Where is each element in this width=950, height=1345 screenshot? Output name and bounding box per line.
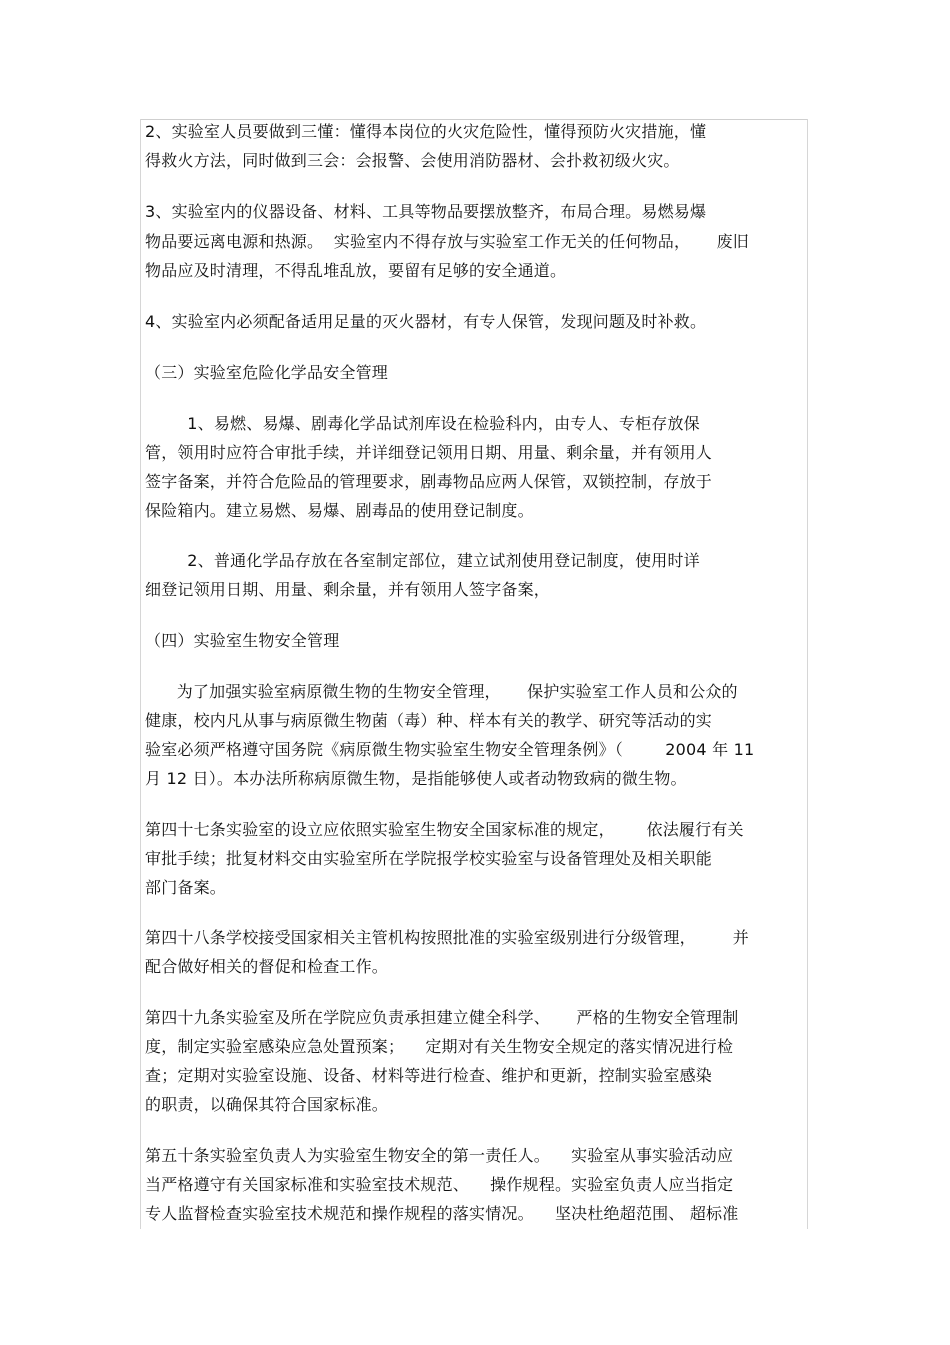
text-line: 度，制定实验室感染应急处置预案； 定期对有关生物安全规定的落实情况进行检 xyxy=(145,1037,734,1056)
text-line: 查；定期对实验室设施、设备、材料等进行检查、维护和更新，控制实验室感染 xyxy=(145,1066,713,1085)
frame-left-border xyxy=(140,119,141,1229)
text-line: 第四十九条实验室及所在学院应负责承担建立健全科学、 严格的生物安全管理制 xyxy=(145,1008,739,1027)
text-line: 配合做好相关的督促和检查工作。 xyxy=(145,957,389,976)
frame-top-border xyxy=(140,119,808,120)
text-line: 保险箱内。建立易燃、易爆、剧毒品的使用登记制度。 xyxy=(145,501,534,520)
text-line: 第四十七条实验室的设立应依照实验室生物安全国家标准的规定， 依法履行有关 xyxy=(145,820,744,839)
text-line: 1、易燃、易爆、剧毒化学品试剂库设在检验科内，由专人、专柜存放保 xyxy=(145,414,700,433)
text-line: 为了加强实验室病原微生物的生物安全管理， 保护实验室工作人员和公众的 xyxy=(145,682,738,701)
section-heading: （四）实验室生物安全管理 xyxy=(145,631,340,650)
text-line: 月 12 日）。本办法所称病原微生物，是指能够使人或者动物致病的微生物。 xyxy=(145,769,687,788)
text-line: 验室必须严格遵守国务院《病原微生物实验室生物安全管理条例》（ 2004 年 11 xyxy=(145,740,755,759)
text-line: 细登记领用日期、用量、剩余量，并有领用人签字备案， xyxy=(145,580,551,599)
text-line: 第四十八条学校接受国家相关主管机构按照批准的实验室级别进行分级管理， 并 xyxy=(145,928,750,947)
text-line: 2、实验室人员要做到三懂：懂得本岗位的火灾危险性，懂得预防火灾措施，懂 xyxy=(145,122,707,141)
frame-right-border xyxy=(807,119,808,1229)
text-line: 当严格遵守有关国家标准和实验室技术规范、 操作规程。实验室负责人应当指定 xyxy=(145,1175,734,1194)
text-line: 管，领用时应符合审批手续，并详细登记领用日期、用量、剩余量，并有领用人 xyxy=(145,443,713,462)
section-heading: （三）实验室危险化学品安全管理 xyxy=(145,363,389,382)
text-line: 3、实验室内的仪器设备、材料、工具等物品要摆放整齐，布局合理。易燃易爆 xyxy=(145,202,707,221)
text-line: 健康，校内凡从事与病原微生物菌（毒）种、样本有关的教学、研究等活动的实 xyxy=(145,711,713,730)
text-line: 部门备案。 xyxy=(145,878,227,897)
text-line: 专人监督检查实验室技术规范和操作规程的落实情况。 坚决杜绝超范围、 超标准 xyxy=(145,1204,739,1223)
text-line: 4、实验室内必须配备适用足量的灭火器材，有专人保管，发现问题及时补救。 xyxy=(145,312,707,331)
text-line: 得救火方法，同时做到三会：会报警、会使用消防器材、会扑救初级火灾。 xyxy=(145,151,680,170)
text-line: 的职责，以确保其符合国家标准。 xyxy=(145,1095,389,1114)
text-line: 签字备案，并符合危险品的管理要求，剧毒物品应两人保管，双锁控制，存放于 xyxy=(145,472,713,491)
text-line: 物品应及时清理，不得乱堆乱放，要留有足够的安全通道。 xyxy=(145,261,567,280)
text-line: 物品要远离电源和热源。 实验室内不得存放与实验室工作无关的任何物品， 废旧 xyxy=(145,232,750,251)
text-line: 2、普通化学品存放在各室制定部位，建立试剂使用登记制度，使用时详 xyxy=(145,551,700,570)
text-line: 第五十条实验室负责人为实验室生物安全的第一责任人。 实验室从事实验活动应 xyxy=(145,1146,734,1165)
text-line: 审批手续；批复材料交由实验室所在学院报学校实验室与设备管理处及相关职能 xyxy=(145,849,713,868)
